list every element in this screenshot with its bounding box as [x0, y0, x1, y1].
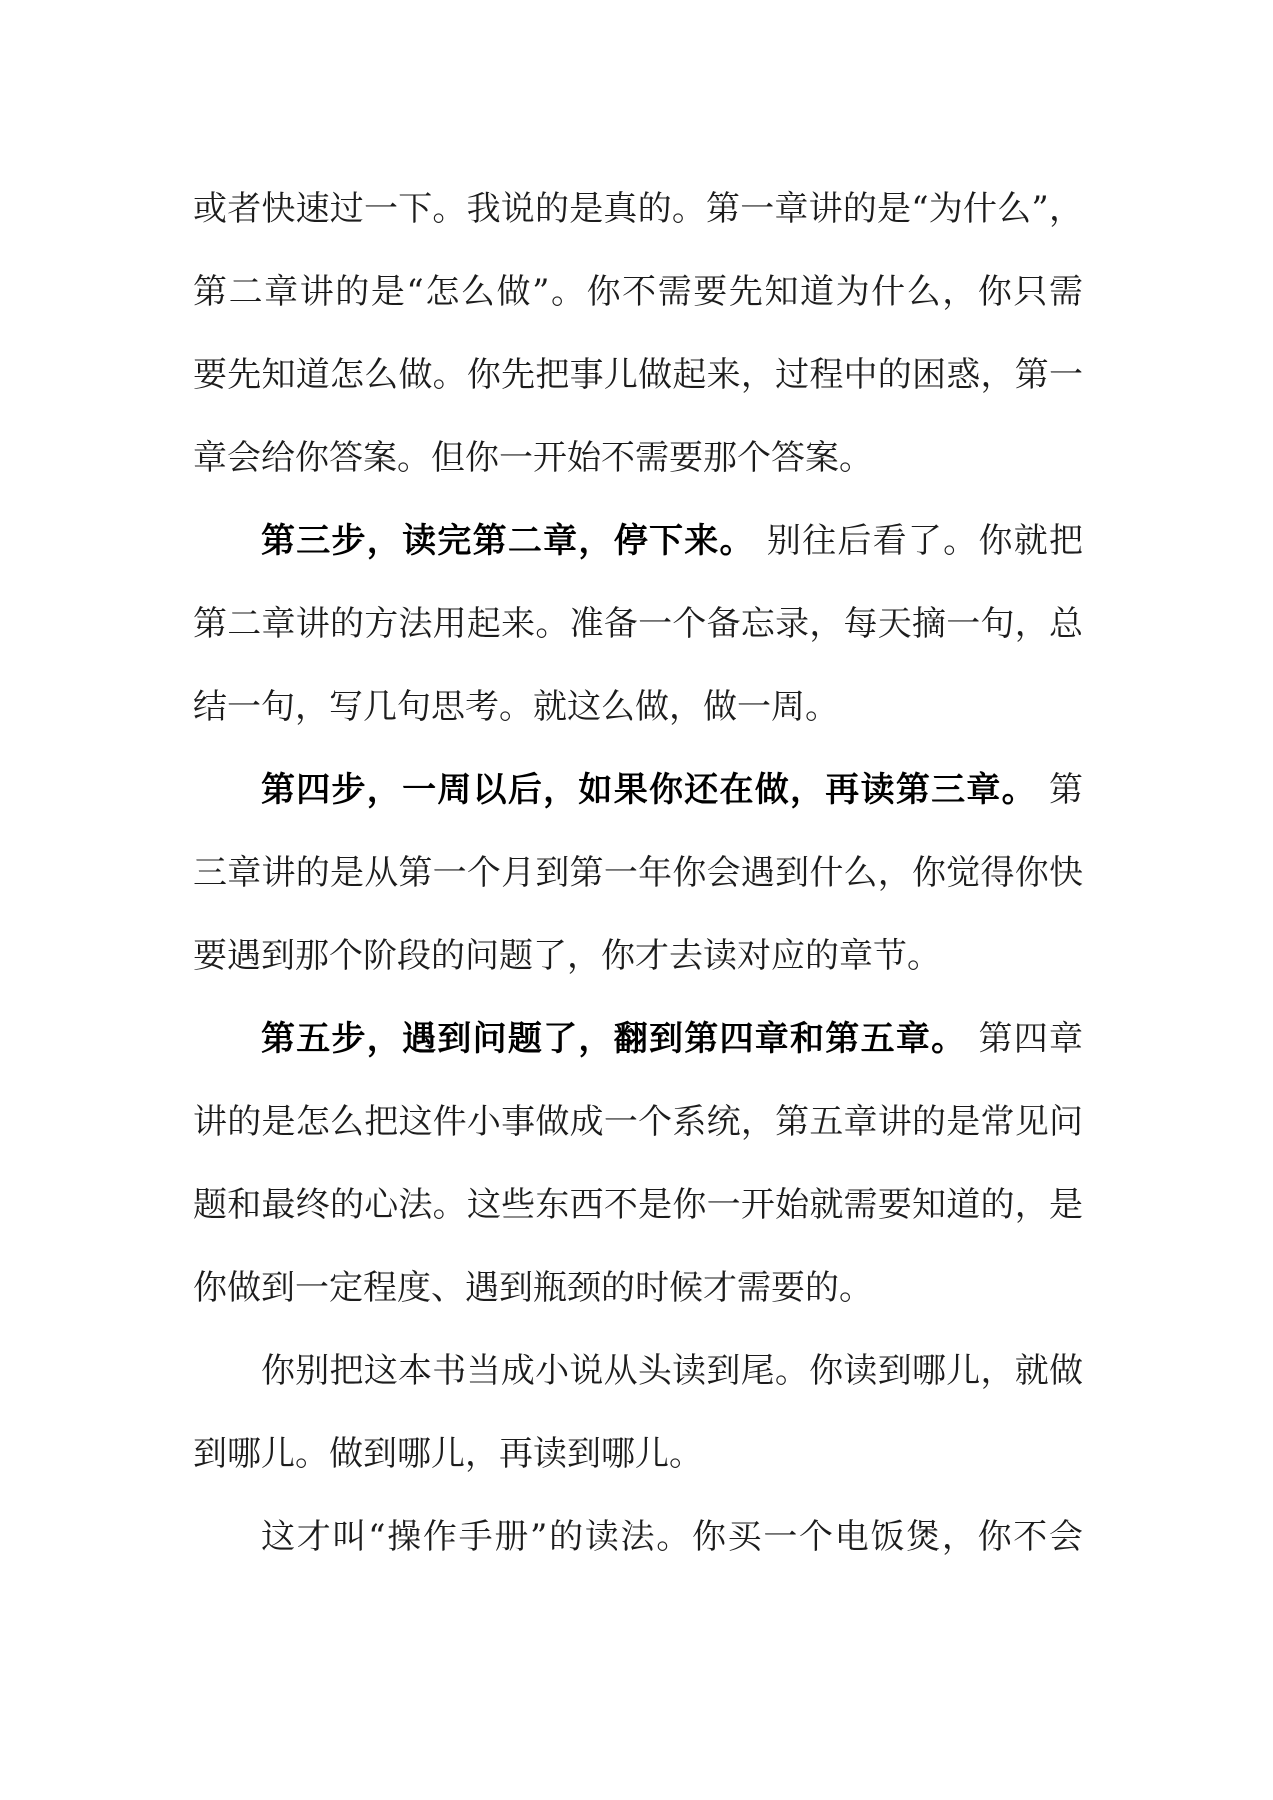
paragraph-3-line-2: 三章讲的是从第一个月到第一年你会遇到什么，你觉得你快 [193, 853, 1083, 893]
step-5-heading: 第五步，遇到问题了，翻到第四章和第五章。 [261, 1019, 967, 1059]
paragraph-4-line-1-rest: 第四章 [966, 1019, 1084, 1059]
paragraph-3-line-1 [193, 749, 1083, 832]
paragraph-1-line-3: 要先知道怎么做。你先把事儿做起来，过程中的困惑，第一 [193, 355, 1083, 395]
paragraph-3-line-3: 要遇到那个阶段的问题了，你才去读对应的章节。 [193, 936, 941, 976]
paragraph-1-line-4: 章会给你答案。但你一开始不需要那个答案。 [193, 438, 873, 478]
paragraph-5-line-2: 到哪儿。做到哪儿，再读到哪儿。 [193, 1434, 703, 1474]
body-text [193, 168, 1083, 1579]
paragraph-5-line-1: 你别把这本书当成小说从头读到尾。你读到哪儿，就做 [261, 1351, 1083, 1391]
paragraph-2-line-1-rest: 别往后看了。你就把 [754, 521, 1083, 561]
paragraph-4-line-3: 题和最终的心法。这些东西不是你一开始就需要知道的，是 [193, 1185, 1083, 1225]
paragraph-4-line-4: 你做到一定程度、遇到瓶颈的时候才需要的。 [193, 1268, 873, 1308]
paragraph-1-line-2: 第二章讲的是“怎么做”。你不需要先知道为什么，你只需 [193, 272, 1083, 312]
paragraph-4-line-1 [193, 998, 1083, 1081]
paragraph-2-line-1 [193, 500, 1083, 583]
paragraph-2-line-2: 第二章讲的方法用起来。准备一个备忘录，每天摘一句，总 [193, 604, 1083, 644]
step-4-heading: 第四步，一周以后，如果你还在做，再读第三章。 [261, 770, 1037, 810]
paragraph-4-line-2: 讲的是怎么把这件小事做成一个系统，第五章讲的是常见问 [193, 1102, 1083, 1142]
step-3-heading: 第三步，读完第二章，停下来。 [261, 521, 755, 561]
paragraph-3-line-1-rest: 第 [1036, 770, 1083, 810]
paragraph-6-line-1: 这才叫“操作手册”的读法。你买一个电饭煲，你不会 [261, 1517, 1083, 1557]
paragraph-1-line-1: 或者快速过一下。我说的是真的。第一章讲的是“为什么”， [193, 189, 1083, 229]
paragraph-2-line-3: 结一句，写几句思考。就这么做，做一周。 [193, 687, 839, 727]
